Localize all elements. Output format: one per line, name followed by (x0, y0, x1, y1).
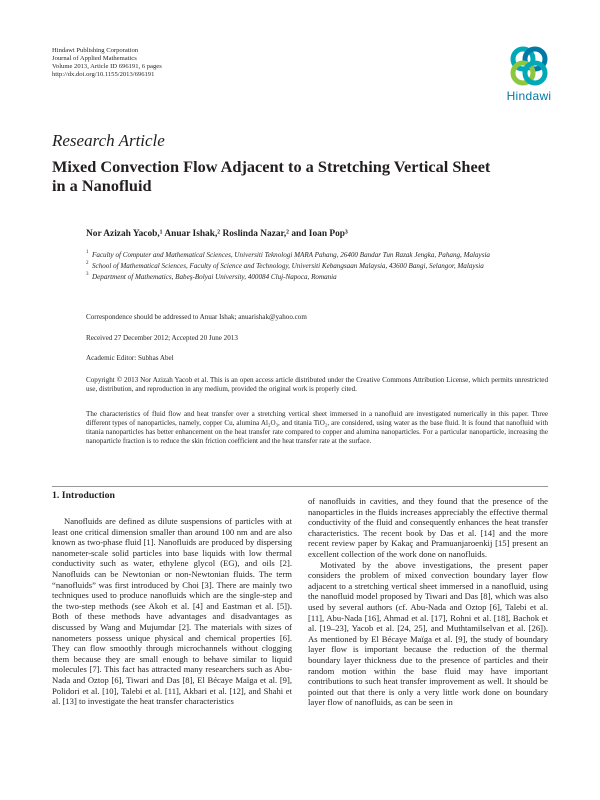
right-text-column (308, 496, 548, 708)
affiliation-number: 3 (86, 271, 89, 277)
paragraph: Motivated by the above investigations, the present paper considers the problem of mixed convection boundary layer flow adjacent to a stretching vertical sheet immersed in a nanofluid, using the nanofluid model proposed by Tiwari and Das [8], which was also used by several authors (cf. Abu-Nada and Oztop [6], Talebi et al. [11], Abu-Nada [16], Ahmad et al. [17], Rohni et al. [18], Bachok et al. [19–23], Yacob et al. [24, 25], and Muthtamilselvan et al. [26]). As mentioned by El Bécaye Maïga et al. [9], the study of boundary layer flow is important because the reduction of the thermal boundary layer thickness due to the presence of particles and their random motion within the base fluid may have important contributions to such heat transfer improvement as well. It should be pointed out that there is only a very little work done on boundary layer flow of nanofluids, as can be seen in (308, 559, 548, 708)
hindawi-logo (494, 44, 564, 110)
affiliation-list (86, 251, 546, 284)
left-text-column (52, 516, 292, 707)
paragraph: of nanofluids in cavities, and they found that the presence of the nanoparticles in the fluids increases appreciably the effective thermal conductivity of the fluid and consequently enhances the heat transfer characteristics. The recent book by Das et al. [14] and the more recent review paper by Kakaç and Pramuanjaroenkij [15] present an excellent collection of the work done on nanofluids. (308, 496, 548, 559)
affiliation-text: Faculty of Computer and Mathematical Sciences, Universiti Teknologi MARA Pahang, 26400 Bandar Tun Razak Jengka, Pahang, Malaysia (92, 251, 490, 259)
paragraph: Nanofluids are defined as dilute suspensions of particles with at least one critical dimension smaller than around 100 nm and are also known as two-phase fluid [1]. Nanofluids are produced by dispersing nanometer-scale solid particles into base liquids with low thermal conductivity such as water, ethylene glycol (EG), and oils [2]. Nanofluids can be Newtonian or non-Newtonian fluids. The term “nanofluids” was first introduced by Choi [3]. There are mainly two techniques used to produce nanofluids which are the single-step and the two-step methods (see Akoh et al. [4] and Eastman et al. [5]). Both of these methods have advantages and disadvantages as discussed by Wang and Mujumdar [2]. The materials with sizes of nanometers possess unique physical and chemical properties [6]. They can flow smoothly through microchannels without clogging them because they are small enough to behave similar to liquid molecules [7]. This fact has attracted many researchers such as Abu-Nada and Oztop [6], Tiwari and Das [8], El Bécaye Maïga et al. [9], Polidori et al. [10], Talebi et al. [11], Akbari et al. [12], and Shahi et al. [13] to investigate the heat transfer characteristics (52, 516, 292, 707)
affiliation-item (86, 251, 546, 260)
affiliation-item (86, 273, 546, 282)
affiliation-text: School of Mathematical Sciences, Faculty of Science and Technology, Universiti Kebangsaan Malaysia, 43600 Bangi, Selangor, Malaysia (92, 261, 484, 270)
hindawi-rings-icon (507, 44, 551, 88)
received-accepted-dates: Received 27 December 2012; Accepted 20 June 2013 (86, 334, 238, 342)
copyright-notice: Copyright © 2013 Nor Azizah Yacob et al. This is an open access article distributed under the Creative Commons Attribution License, which permits unrestricted use, distribution, and reproduction in any medium, provided the original work is properly cited. (86, 376, 548, 393)
section-heading: 1. Introduction (52, 490, 115, 501)
paper-title: Mixed Convection Flow Adjacent to a Stretching Vertical Sheet in a Nanofluid (52, 157, 491, 195)
affiliation-number: 1 (86, 250, 89, 255)
affiliation-number: 2 (86, 260, 89, 266)
volume-line: Volume 2013, Article ID 696191, 6 pages (52, 63, 162, 71)
affiliation-item (86, 262, 546, 271)
publisher-line: Hindawi Publishing Corporation (52, 47, 139, 54)
affiliation-text: Department of Mathematics, Babeş-Bolyai University, 400084 Cluj-Napoca, Romania (92, 272, 337, 281)
doi-link[interactable]: http://dx.doi.org/10.1155/2013/696191 (52, 71, 155, 79)
section-divider (52, 486, 548, 487)
journal-name: Journal of Applied Mathematics (52, 55, 137, 63)
correspondence-line: Correspondence should be addressed to Anuar Ishak; anuarishak@yahoo.com (86, 313, 307, 321)
journal-header (52, 47, 162, 79)
article-type: Research Article (52, 131, 165, 150)
hindawi-logo-text: Hindawi (506, 89, 552, 103)
abstract: The characteristics of fluid flow and heat transfer over a stretching vertical sheet immersed in a nanofluid are investigated numerically in this paper. Three different types of nanoparticles, namely, copper Cu, alumina Al₂O₃, and titania TiO₂, are considered, using water as the base fluid. It is found that nanofluid with titania nanoparticles has better enhancement on the heat transfer rate compared to copper and alumina nanoparticles. For a particular nanoparticle, increasing the nanoparticle fraction is to reduce the skin friction coefficient and the heat transfer rate at the surface. (86, 410, 548, 445)
academic-editor: Academic Editor: Subhas Abel (86, 354, 174, 362)
author-list: Nor Azizah Yacob,¹ Anuar Ishak,² Roslinda Nazar,² and Ioan Pop³ (86, 229, 348, 239)
